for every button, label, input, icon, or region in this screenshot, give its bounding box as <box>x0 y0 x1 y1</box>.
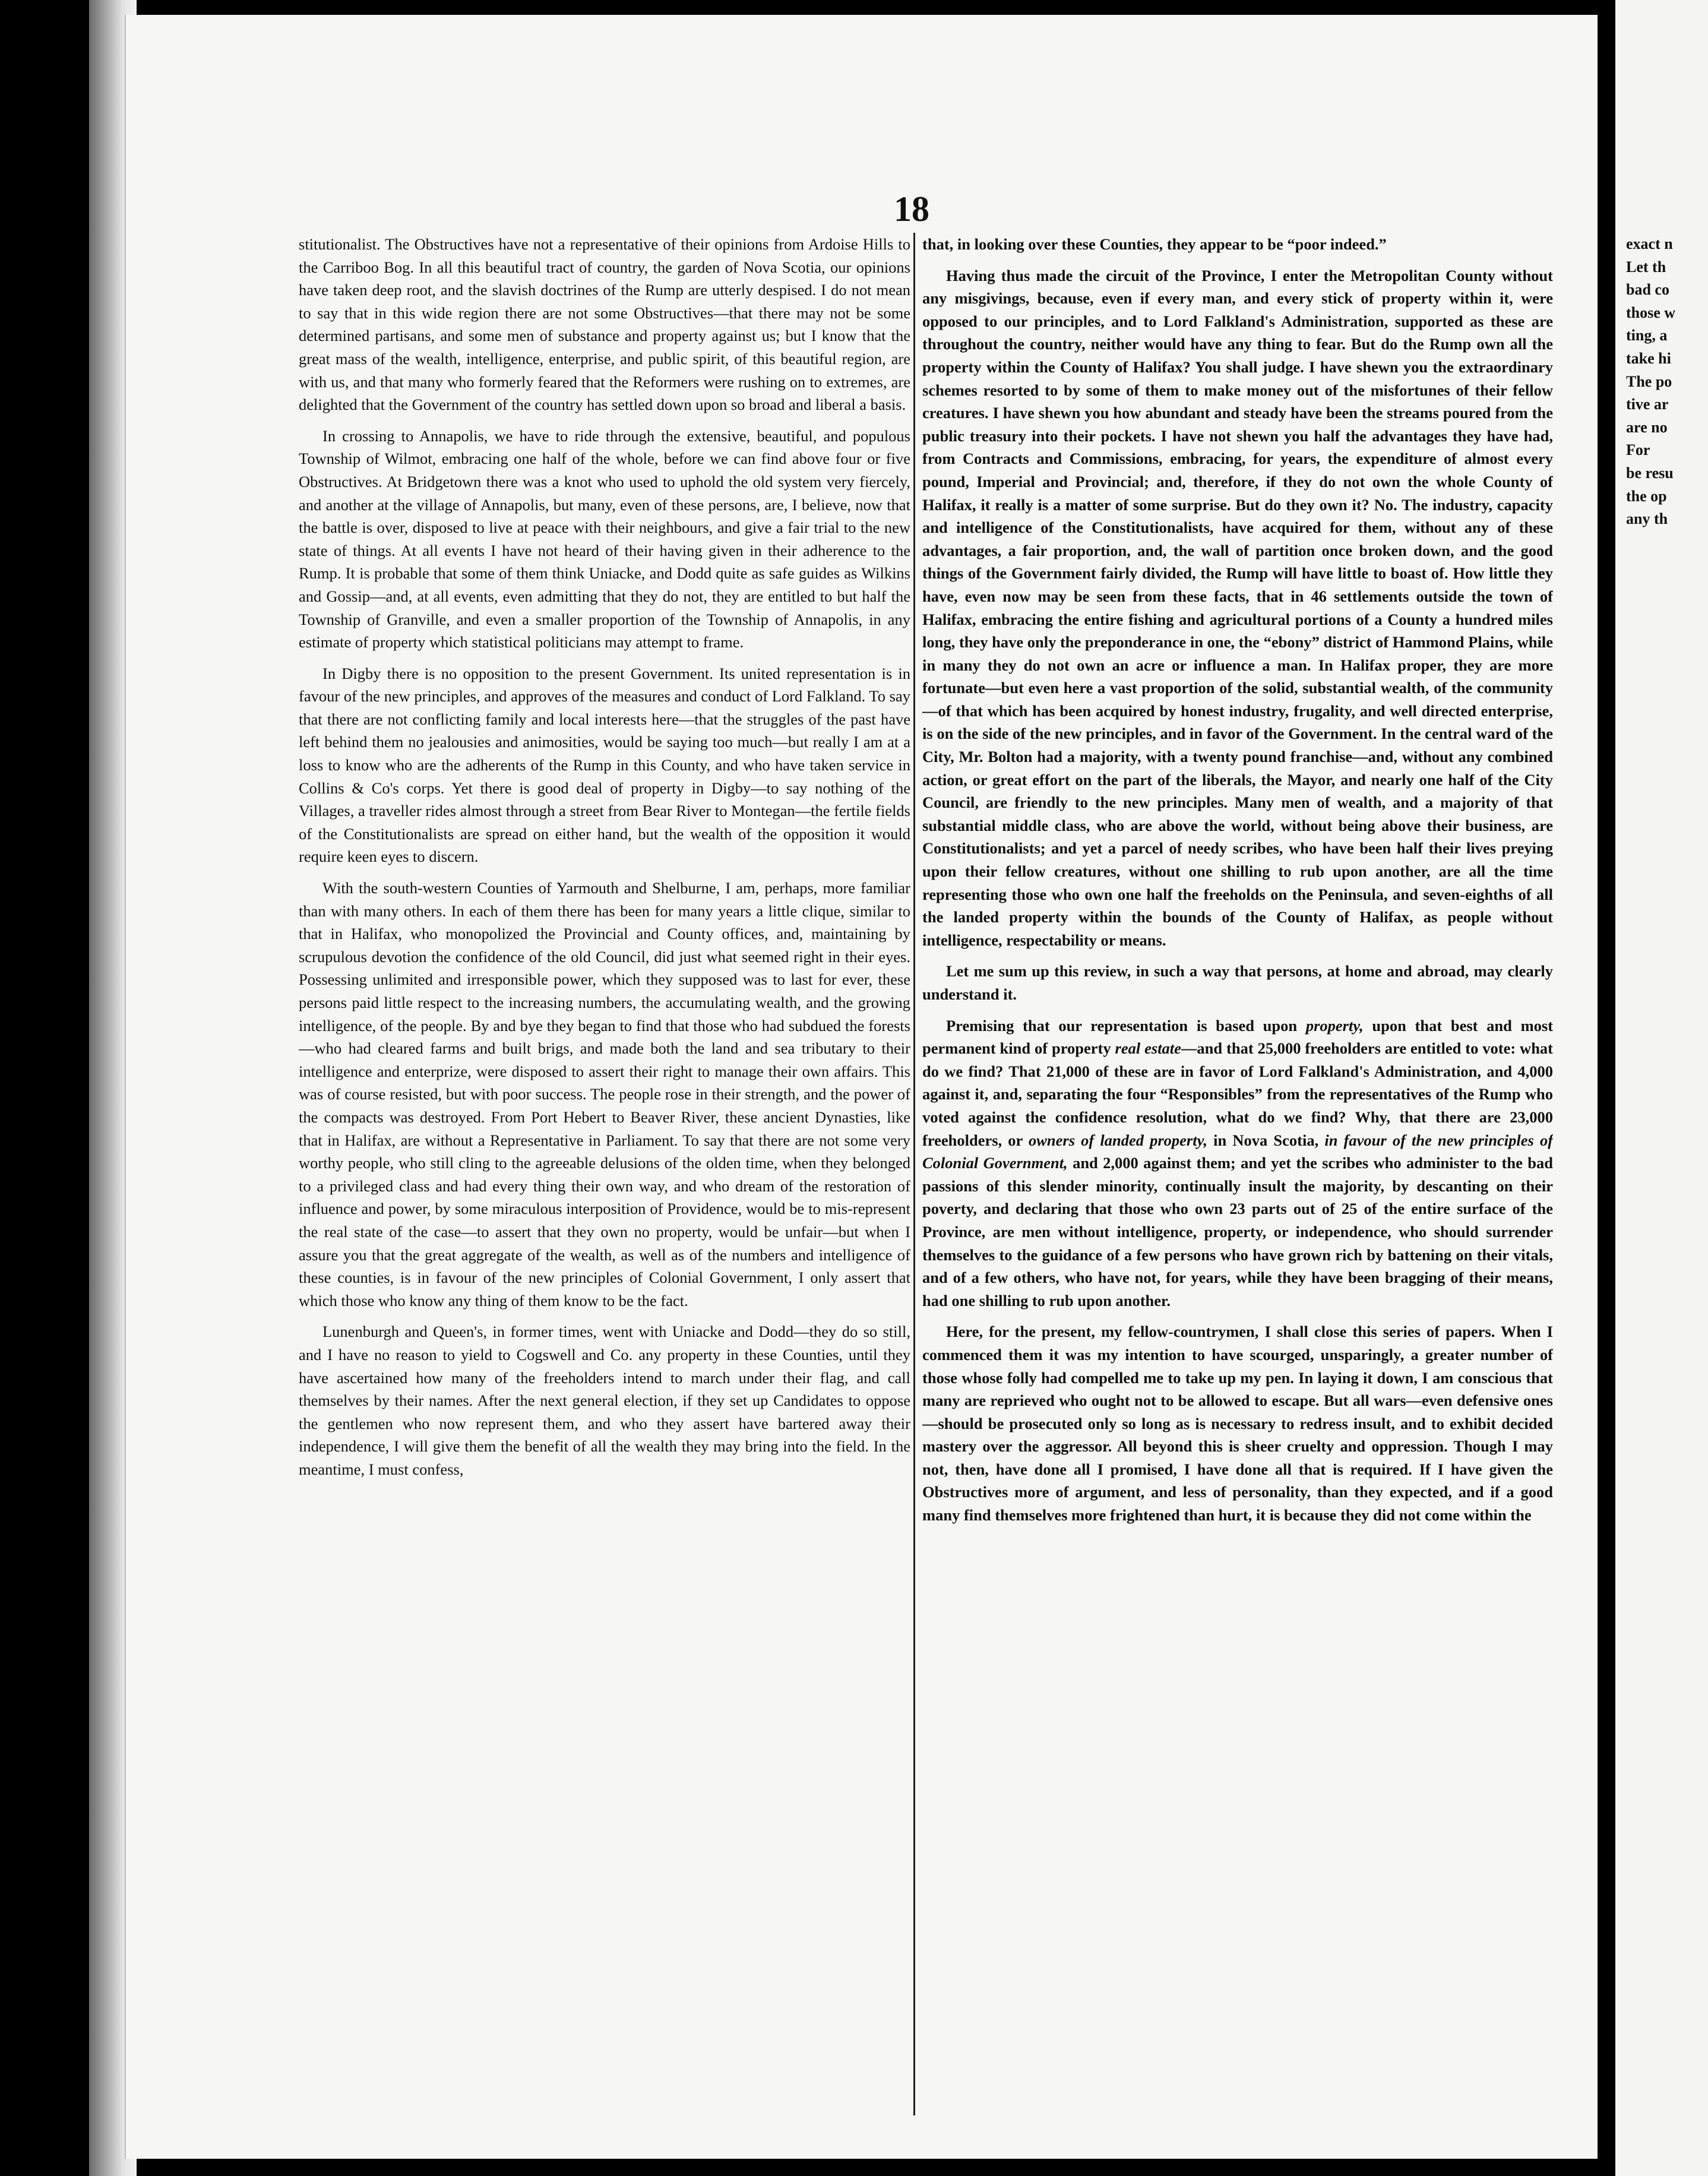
paragraph: stitutionalist. The Obstructives have not a representative of their opinions from Ardoise Hills to the Carriboo Bog. In all this beautiful tract of country, the garden of Nova Scotia, our opinions have taken deep root, and the slavish doctrines of the Rump are utterly despised. I do not mean to say that in this wide region there are not some Obstructives—that there may not be some determined partisans, and some men of substance and property against us; but I know that the great mass of the wealth, intelligence, enterprise, and public spirit, of this beautiful region, are with us, and that many who formerly feared that the Reformers were rushing on to extremes, are delighted that the Government of the country has settled down upon so broad and liberal a basis. <box>299 235 910 414</box>
paragraph: that, in looking over these Counties, they appear to be “poor indeed.” <box>922 235 1387 253</box>
fragment-line: bad co <box>1626 281 1669 299</box>
fragment-line: Let th <box>1626 258 1666 276</box>
text-run: and 2,000 against them; and yet the scribes who administer to the bad passions of this slender minority, continually insult the majority, by descanting on their poverty, and declaring that those who own 23 parts out of 25 of the entire surface of the Province, are men without intelligence, property, or independence, who should surrender themselves to the guidance of a few persons who have grown rich by battening on their vitals, and of a few others, who have not, for years, while they have been bragging of their means, had one shilling to rub upon another. <box>922 1154 1553 1310</box>
scanner-gutter <box>0 0 89 2176</box>
fragment-line: tive ar <box>1626 396 1669 413</box>
fragment-line: any th <box>1626 510 1668 528</box>
fragment-line: the op <box>1626 487 1667 505</box>
paragraph: In Digby there is no opposition to the present Government. Its united representation is in favour of the new principles, and approves of the measures and conduct of Lord Falkland. To say that there are not conflicting family and local interests here—that the struggles of the past have left behind them no jealousies and animosities, would be saying too much—but really I am at a loss to know who are the adherents of the Rump in this County, and who have taken service in Collins & Co's corps. Yet there is good deal of property in Digby—to say nothing of the Villages, a traveller rides almost through a street from Bear River to Montegan—the fertile fields of the Constitutionalists are spread on either hand, but the wealth of the opposition it would require keen eyes to discern. <box>299 664 910 866</box>
page-number: 18 <box>894 189 929 229</box>
fragment-line: those w <box>1626 303 1676 321</box>
italic-text: real estate <box>1115 1039 1181 1058</box>
paragraph <box>922 1014 1553 1312</box>
text-run: —and that 25,000 freeholders are entitled to vote: what do we find? That 21,000 of these are in favor of Lord Falkland's Administration, and 4,000 against it, and, separating the four “Responsibles” from the representatives of the Rump who voted against the confidence resolution, what do we find? Why, that there are 23,000 freeholders, or <box>922 1039 1553 1149</box>
fragment-line: The po <box>1626 372 1672 390</box>
paragraph: Here, for the present, my fellow-countrymen, I shall close this series of papers. When I commenced them it was my intention to have scourged, unsparingly, a greater number of those whose folly had compelled me to take up my pen. In laying it down, I am conscious that many are reprieved who ought not to be allowed to escape. But all wars—even defensive ones—should be prosecuted only so long as is necessary to redress insult, and to exhibit decided mastery over the aggressor. All beyond this is sheer cruelty and oppression. Though I may not, then, have done all I promised, I have done all that is required. If I have given the Obstructives more of argument, and less of personality, than they expected, and if a good many find themselves more frightened than hurt, it is because they did not come within the <box>922 1323 1553 1525</box>
adjacent-page-text <box>1626 233 1708 531</box>
italic-text: in favour of the new principles of Colonial Government, <box>922 1131 1553 1172</box>
paragraph: Let me sum up this review, in such a way that persons, at home and abroad, may clearly understand it. <box>922 962 1553 1003</box>
fragment-line: ting, a <box>1626 327 1668 344</box>
fragment-line: be resu <box>1626 464 1674 482</box>
fragment-line: take hi <box>1626 349 1671 367</box>
left-text-column <box>299 233 910 2127</box>
text-run: in Nova Scotia, <box>1213 1131 1319 1149</box>
column-divider <box>913 233 915 2115</box>
paragraph: In crossing to Annapolis, we have to ride through the extensive, beautiful, and populous Township of Wilmot, embracing one half of the whole, before we can find above four or five Obstructives. At Bridgetown there was a knot who used to uphold the old system very fiercely, and another at the village of Annapolis, but many, even of these persons, are, I believe, now that the battle is over, disposed to live at peace with their neighbours, and give a fair trial to the new state of things. At all events I have not heard of their having given in their adherence to the Rump. It is probable that some of them think Uniacke, and Dodd quite as safe guides as Wilkins and Gossip—and, at all events, even admitting that they do not, they are entitled to but half the Township of Granville, and even a smaller proportion of the Township of Annapolis, in any estimate of property which statistical politicians may attempt to frame. <box>299 426 910 651</box>
text-run: upon that best and most permanent kind of property <box>922 1016 1553 1058</box>
fragment-line: are no <box>1626 418 1668 436</box>
fragment-line: exact n <box>1626 235 1673 252</box>
text-run: Premising that our representation is based upon <box>946 1016 1298 1035</box>
adjacent-page <box>1615 0 1708 2176</box>
right-text-column <box>922 233 1553 2127</box>
paragraph: Lunenburgh and Queen's, in former times, went with Uniacke and Dodd—they do so still, and I have no reason to yield to Cogswell and Co. any property in these Counties, until they have ascertained how many of the freeholders intend to march under their flag, and call themselves by their names. After the next general election, if they set up Candidates to oppose the gentlemen who now represent them, and who they assert have bartered away their independence, I will give them the benefit of all the wealth they may bring into the field. In the meantime, I must confess, <box>299 1323 910 1478</box>
paragraph: With the south-western Counties of Yarmouth and Shelburne, I am, perhaps, more familiar than with many others. In each of them there has been for many years a little clique, similar to that in Halifax, who monopolized the Provincial and County offices, and, maintaining by scrupulous devotion the confidence of the old Council, did just what seemed right in their eyes. Possessing unlimited and irresponsible power, which they supposed was to last for ever, these persons paid little respect to the increasing numbers, the accumulating wealth, and the growing intelligence, of the people. By and bye they began to find that those who had subdued the forests—who had cleared farms and built brigs, and made both the land and sea tributary to their intelligence and enterprize, were disposed to assert their right to manage their own affairs. This was of course resisted, but with poor success. The people rose in their strength, and the power of the compacts was destroyed. From Port Hebert to Beaver River, these ancient Dynasties, like that in Halifax, are without a Representative in Parliament. To say that there are not some very worthy people, who still cling to the agreeable delusions of the olden time, when they belonged to a privileged class and had every thing their own way, and who dream of the restoration of influence and power, by some miraculous interposition of Providence, would be to mis-represent the real state of the case—to assert that they own no property, would be unfair—but when I assure you that the great aggregate of the wealth, as well as of the numbers and intelligence of these counties, is in favour of the new principles of Colonial Government, I only assert that which those who know any thing of them know to be the fact. <box>299 879 910 1310</box>
fragment-line: For <box>1626 441 1650 459</box>
paragraph: Having thus made the circuit of the Province, I enter the Metropolitan County without any misgivings, because, even if every man, and every stick of property within it, were opposed to our principles, and to Lord Falkland's Administration, supported as these are throughout the country, neither would have any thing to fear. But do the Rump own all the property within the County of Halifax? You shall judge. I have shewn you the extraordinary schemes resorted to by some of them to make money out of the misfortunes of their fellow creatures. I have shewn you how abundant and steady have been the streams poured from the public treasury into their pockets. I have not shewn you half the advantages they have had, from Contracts and Commissions, embracing, for years, the expenditure of almost every pound, Imperial and Provincial; and, therefore, if they do not own the whole County of Halifax, it really is a matter of some surprise. But do they own it? No. The industry, capacity and intelligence of the Constitutionalists, have acquired for them, without any of these advantages, a fair proportion, and, the wall of partition once broken down, and the good things of the Government fairly divided, the Rump will have little to boast of. How little they have, even now may be seen from these facts, that in 46 settlements outside the town of Halifax, embracing the entire fishing and agricultural portions of a County a hundred miles long, they have only the preponderance in one, the “ebony” district of Hammond Plains, while in many they do not own an acre or influence a man. In Halifax proper, they are more fortunate—but even here a vast proportion of the solid, substantial wealth, of the community—of that which has been acquired by honest industry, frugality, and well directed enterprise, is on the side of the new principles, and in favor of the Government. In the central ward of the City, Mr. Bolton had a majority, with a twenty pound franchise—and, without any combined action, or great effort on the part of the liberals, the Mayor, and nearly one half of the City Council, are friendly to the new principles. Many men of wealth, and a majority of that substantial middle class, who are above the world, without being above their business, are Constitutionalists; and yet a parcel of needy scribes, who have been half their lives preying upon their fellow creatures, without one shilling to rub upon another, are all the time representing those who own one half the freeholds on the Peninsula, and seven-eighths of all the landed property within the bounds of the County of Halifax, as people without intelligence, respectability or means. <box>922 266 1553 949</box>
italic-text: property, <box>1305 1016 1364 1035</box>
italic-text: owners of landed property, <box>1028 1131 1208 1149</box>
